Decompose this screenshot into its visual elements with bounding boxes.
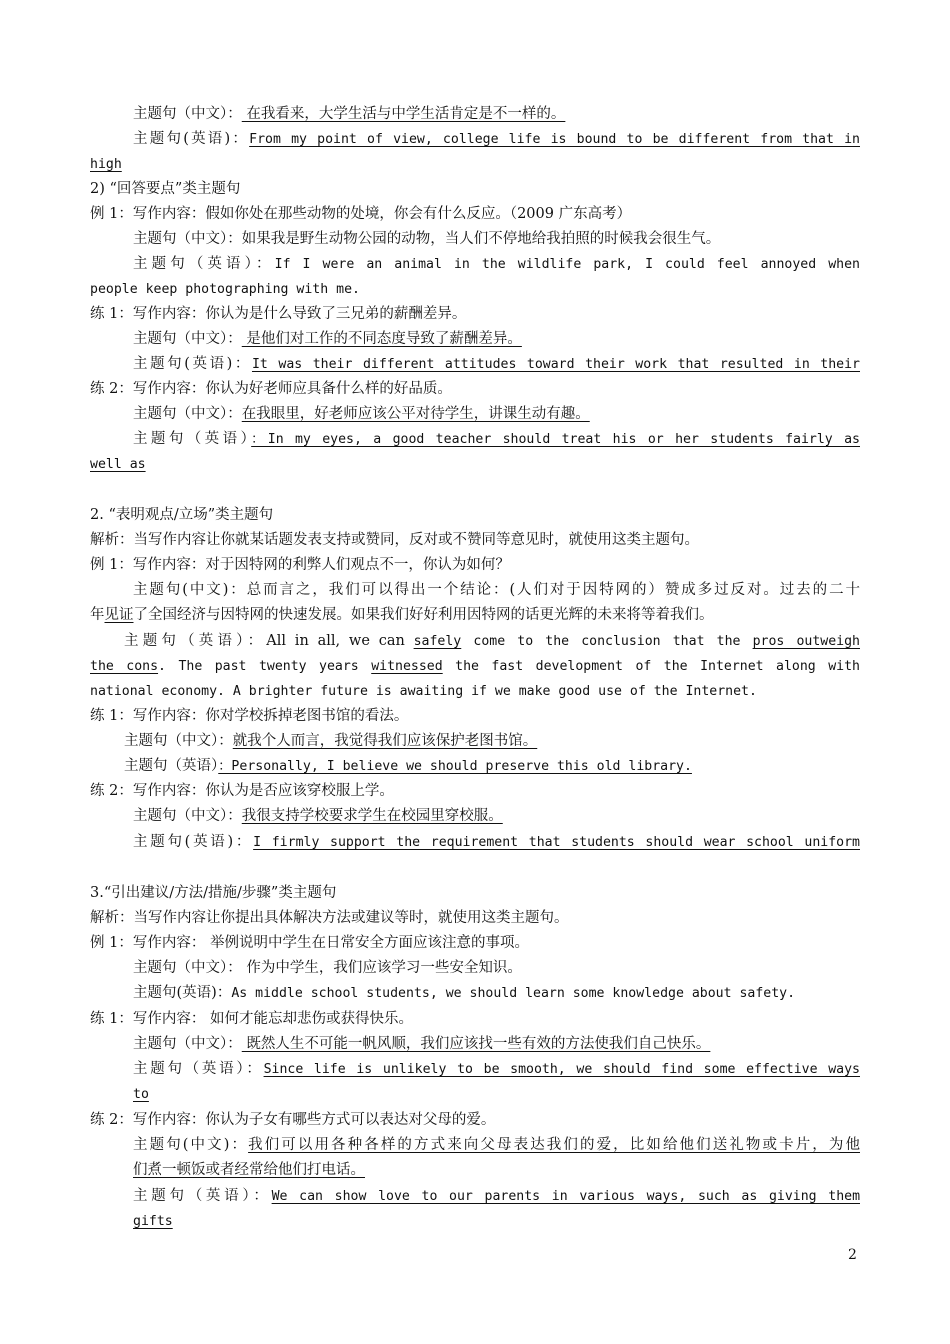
exercise-prompt: 练 2：写作内容：你认为好老师应具备什么样的好品质。 (90, 381, 452, 397)
topic-en-line: 主题句（英语）：All in all, we can safely come to the conclusion that the pros outweigh (124, 633, 860, 649)
exercise-prompt: 练 2：写作内容：你认为子女有哪些方式可以表达对父母的爱。 (90, 1112, 496, 1128)
topic-cn-line: 主题句（中文）：我很支持学校要求学生在校园里穿校服。 (133, 808, 503, 824)
topic-cn-line: 主题句（中文）：就我个人而言，我觉得我们应该保护老图书馆。 (124, 733, 538, 749)
topic-en-continued: national economy. A brighter future is awaiting if we make good use of the Internet. (90, 684, 757, 699)
topic-en-continued: gifts (133, 1214, 173, 1229)
page-number: 2 (848, 1247, 857, 1263)
topic-cn-line: 主题句（中文）：在我眼里，好老师应该公平对待学生，讲课生动有趣。 (133, 406, 590, 422)
example-prompt: 例 1：写作内容：对于因特网的利弊人们观点不一，你认为如何？ (90, 557, 510, 573)
topic-cn-line: 主题句（中文）： 是他们对工作的不同态度导致了薪酬差异。 (133, 331, 522, 347)
section-heading: 3.“引出建议/方法/措施/步骤”类主题句 (90, 885, 337, 901)
analysis-text: 解析：当写作内容让你提出具体解决方法或建议等时，就使用这类主题句。 (90, 910, 569, 926)
topic-en-line: 主题句（英语）：Personally, I believe we should preserve this old library. (124, 758, 692, 774)
topic-cn-line: 主题句（中文）： 在我看来，大学生活与中学生活肯定是不一样的。 (133, 106, 566, 122)
topic-cn-line: 主题句(中文)：总而言之，我们可以得出一个结论：(人们对于因特网的）赞成多过反对。过去的二十 (133, 582, 860, 598)
topic-cn-line: 主题句（中文）：如果我是野生动物公园的动物，当人们不停地给我拍照的时候我会很生气。 (133, 231, 721, 247)
example-prompt: 例 1：写作内容：假如你处在那些动物的处境，你会有什么反应。（2009 广东高考） (90, 206, 632, 222)
topic-en-line: 主题句（英语）：In my eyes, a good teacher should treat his or her students fairly as (133, 431, 860, 447)
topic-en-line: 主题句(英语)：I firmly support the requirement that students should wear school uniform (133, 834, 860, 850)
exercise-prompt: 练 1：写作内容：你认为是什么导致了三兄弟的薪酬差异。 (90, 306, 467, 322)
topic-cn-line: 主题句（中文）： 作为中学生，我们应该学习一些安全知识。 (133, 960, 522, 976)
topic-en-continued: people keep photographing with me. (90, 282, 360, 297)
topic-en-line: 主题句(英语)：As middle school students, we should learn some knowledge about safety. (133, 985, 796, 1001)
exercise-prompt: 练 1：写作内容： 如何才能忘却悲伤或获得快乐。 (90, 1011, 413, 1027)
topic-en-continued: well as (90, 457, 146, 472)
topic-en-line: 主题句(英语)：It was their different attitudes toward their work that resulted in their (133, 356, 860, 372)
section-heading: 2. “表明观点/立场”类主题句 (90, 507, 274, 523)
section-heading: 2) “回答要点”类主题句 (90, 181, 241, 197)
topic-cn-continued: 们煮一顿饭或者经常给他们打电话。 (133, 1162, 365, 1178)
topic-en-continued: to (133, 1087, 149, 1102)
topic-en-line: 主题句(英语)：From my point of view, college life is bound to be different from that in (133, 131, 860, 147)
topic-en-line: 主题句（英语）：Since life is unlikely to be smooth, we should find some effective ways (133, 1061, 860, 1077)
topic-en-continued: high (90, 157, 122, 172)
example-prompt: 例 1：写作内容： 举例说明中学生在日常安全方面应该注意的事项。 (90, 935, 529, 951)
topic-cn-line: 主题句(中文)：我们可以用各种各样的方式来向父母表达我们的爱，比如给他们送礼物或卡片，为他 (133, 1137, 860, 1153)
topic-en-line: 主题句（英语）：We can show love to our parents in various ways, such as giving them (133, 1188, 860, 1204)
topic-cn-continued: 年见证了全国经济与因特网的快速发展。如果我们好好利用因特网的话更光辉的未来将等着我们。 (90, 607, 714, 623)
topic-cn-line: 主题句（中文）： 既然人生不可能一帆风顺，我们应该找一些有效的方法使我们自己快乐。 (133, 1036, 711, 1052)
exercise-prompt: 练 1：写作内容：你对学校拆掉老图书馆的看法。 (90, 708, 409, 724)
topic-en-line: 主题句（英语）：If I were an animal in the wildlife park, I could feel annoyed when (133, 256, 860, 272)
topic-en-continued: the cons. The past twenty years witnessed the fast development of the Internet along with (90, 659, 860, 674)
analysis-text: 解析：当写作内容让你就某话题发表支持或赞同，反对或不赞同等意见时，就使用这类主题句。 (90, 532, 699, 548)
exercise-prompt: 练 2：写作内容：你认为是否应该穿校服上学。 (90, 783, 394, 799)
